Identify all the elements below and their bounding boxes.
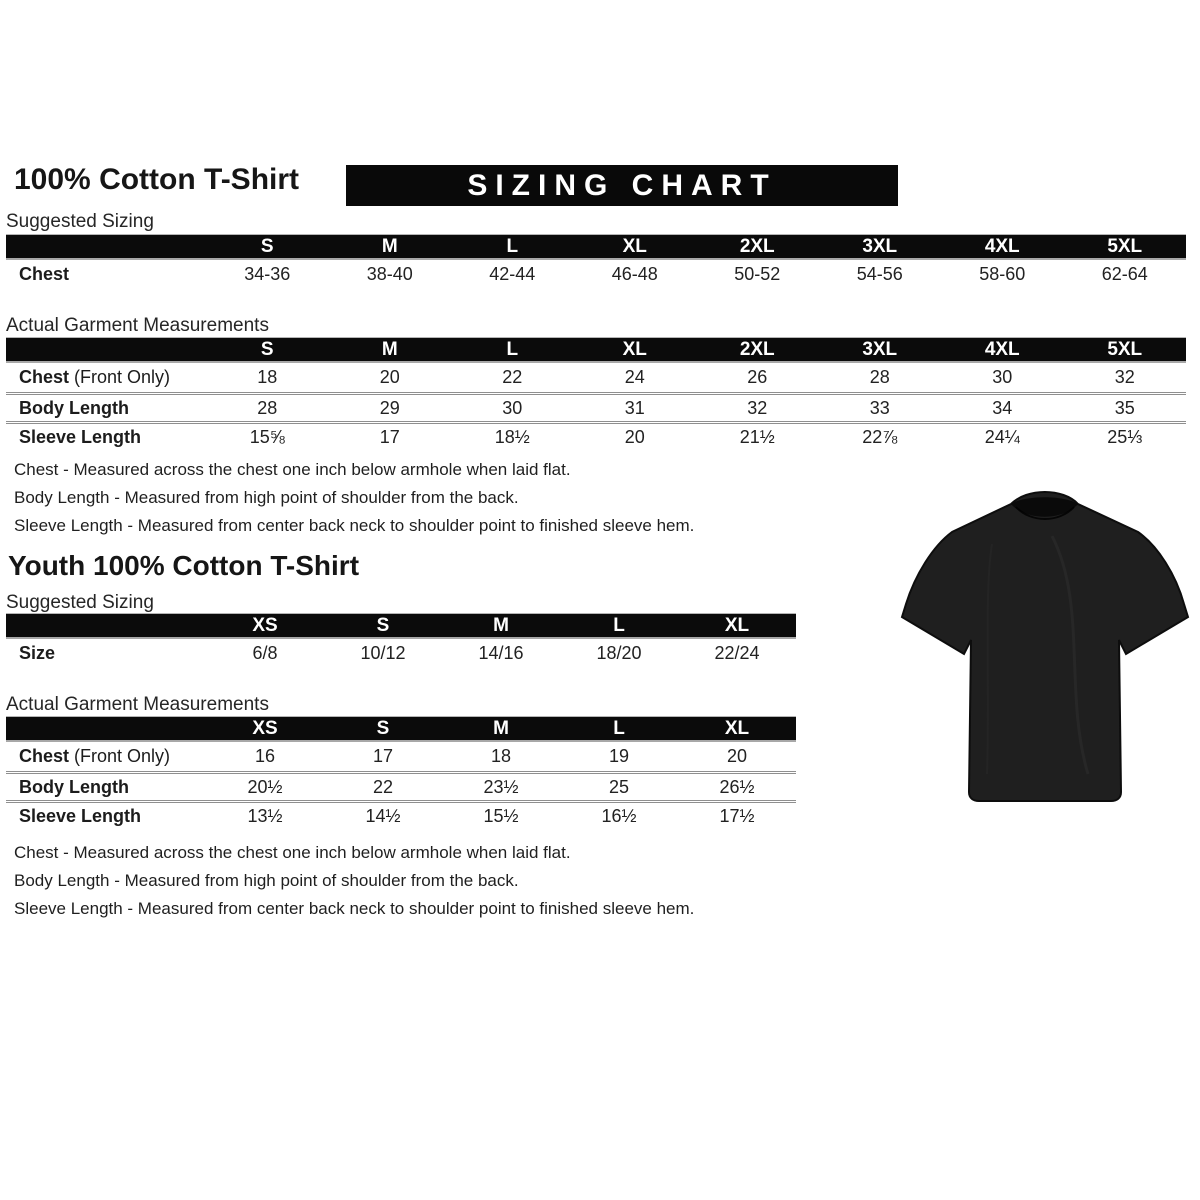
cell-value: 34 [992, 397, 1013, 418]
column-header: S [260, 236, 274, 257]
column-header: M [493, 718, 509, 739]
page-title: 100% Cotton T-Shirt [14, 163, 300, 196]
cell-value: 15½ [483, 805, 519, 826]
cell-value: 16½ [601, 805, 637, 826]
table-row [6, 363, 1186, 392]
cell-value: 32 [747, 397, 768, 418]
adult-suggested-sizing-table [6, 234, 1186, 289]
column-header: 5XL [1107, 236, 1143, 257]
table-row [6, 742, 796, 771]
youth-suggested-sizing-table [6, 613, 796, 668]
cell-value: 6/8 [252, 643, 278, 663]
table-row [6, 771, 796, 800]
cell-value: 20 [726, 746, 748, 766]
note-chest: Chest - Measured across the chest one inch below armhole when laid flat. [14, 843, 571, 862]
column-header: S [376, 718, 390, 739]
column-header: XS [252, 615, 278, 636]
cell-value: 17 [379, 426, 400, 447]
cell-value: 18½ [494, 426, 530, 447]
table-header-row [6, 716, 796, 742]
cell-value: 42-44 [489, 264, 536, 284]
cell-value: 28 [257, 397, 278, 418]
table-row [6, 421, 1186, 450]
cell-value: 18/20 [596, 643, 642, 663]
cell-value: 22/24 [714, 643, 760, 663]
column-header: M [493, 615, 509, 636]
cell-value: 35 [1114, 397, 1135, 418]
row-label: Body Length [19, 776, 129, 797]
cell-value: 25 [608, 776, 630, 797]
row-label: Chest (Front Only) [19, 367, 171, 387]
cell-value: 25⅓ [1107, 426, 1143, 447]
adult-actual-measurements-label: Actual Garment Measurements [6, 315, 269, 336]
table-row [6, 392, 1186, 421]
table-row [6, 800, 796, 829]
cell-value: 33 [869, 397, 890, 418]
cell-value: 20 [379, 367, 400, 387]
cell-value: 58-60 [979, 264, 1026, 284]
cell-value: 24¼ [984, 426, 1020, 447]
cell-value: 10/12 [360, 643, 406, 663]
cell-value: 62-64 [1101, 264, 1148, 284]
cell-value: 18 [257, 367, 278, 387]
column-header: L [613, 615, 625, 636]
cell-value: 29 [379, 397, 400, 418]
cell-value: 17 [372, 746, 394, 766]
cell-value: 16 [254, 746, 276, 766]
adult-measurement-notes [14, 461, 814, 545]
column-header: S [376, 615, 390, 636]
row-label: Sleeve Length [19, 426, 142, 447]
column-header: M [381, 236, 398, 257]
column-header: XL [622, 236, 647, 257]
cell-value: 20 [624, 426, 645, 447]
column-header: 2XL [739, 339, 775, 360]
cell-value: 19 [608, 746, 630, 766]
row-label: Body Length [19, 397, 129, 418]
cell-value: 30 [502, 397, 523, 418]
cell-value: 50-52 [734, 264, 781, 284]
cell-value: 13½ [247, 805, 283, 826]
table-header-row [6, 234, 1186, 260]
column-header: S [260, 339, 274, 360]
youth-suggested-sizing-label: Suggested Sizing [6, 592, 154, 613]
cell-value: 22 [372, 776, 394, 797]
cell-value: 38-40 [366, 264, 413, 284]
table-header-row [6, 337, 1186, 363]
cell-value: 54-56 [856, 264, 903, 284]
row-label: Chest [19, 264, 70, 284]
table-header-row [6, 613, 796, 639]
cell-value: 26 [747, 367, 768, 387]
cell-value: 21½ [739, 426, 775, 447]
column-header: 3XL [862, 339, 898, 360]
column-header: XL [622, 339, 647, 360]
cell-value: 15⅝ [249, 426, 285, 447]
column-header: L [613, 718, 625, 739]
note-sleeve-length: Sleeve Length - Measured from center back neck to shoulder point to finished sleeve hem. [14, 899, 695, 918]
tshirt-icon [892, 474, 1198, 818]
youth-measurement-notes [14, 844, 814, 928]
table-row [6, 639, 796, 668]
cell-value: 34-36 [244, 264, 291, 284]
row-label: Sleeve Length [19, 805, 142, 826]
column-header: L [506, 339, 519, 360]
youth-actual-measurements-label: Actual Garment Measurements [6, 694, 269, 715]
sizing-chart-banner [346, 165, 898, 206]
cell-value: 30 [992, 367, 1013, 387]
black-tshirt-image [892, 474, 1198, 818]
row-label: Size [19, 643, 56, 663]
youth-actual-measurements-table [6, 716, 796, 829]
youth-title: Youth 100% Cotton T-Shirt [8, 550, 360, 581]
column-header: L [506, 236, 519, 257]
column-header: XL [724, 718, 750, 739]
adult-actual-measurements-table [6, 337, 1186, 450]
cell-value: 18 [490, 746, 512, 766]
column-header: XS [252, 718, 278, 739]
note-body-length: Body Length - Measured from high point of shoulder from the back. [14, 871, 519, 890]
cell-value: 28 [869, 367, 890, 387]
cell-value: 32 [1114, 367, 1135, 387]
column-header: 2XL [739, 236, 775, 257]
cell-value: 46-48 [611, 264, 658, 284]
cell-value: 26½ [719, 776, 755, 797]
cell-value: 20½ [247, 776, 283, 797]
note-sleeve-length: Sleeve Length - Measured from center back neck to shoulder point to finished sleeve hem. [14, 516, 695, 535]
column-header: XL [724, 615, 750, 636]
row-label: Chest (Front Only) [19, 746, 171, 766]
adult-suggested-sizing-label: Suggested Sizing [6, 211, 154, 232]
cell-value: 22⅞ [862, 426, 898, 447]
cell-value: 24 [624, 367, 645, 387]
column-header: 4XL [984, 236, 1020, 257]
column-header: M [381, 339, 398, 360]
cell-value: 14/16 [478, 643, 524, 663]
cell-value: 17½ [719, 805, 755, 826]
column-header: 3XL [862, 236, 898, 257]
note-body-length: Body Length - Measured from high point of shoulder from the back. [14, 488, 519, 507]
table-row [6, 260, 1186, 289]
cell-value: 31 [624, 397, 645, 418]
note-chest: Chest - Measured across the chest one inch below armhole when laid flat. [14, 460, 571, 479]
cell-value: 23½ [483, 776, 519, 797]
cell-value: 14½ [365, 805, 401, 826]
column-header: 5XL [1107, 339, 1143, 360]
sizing-chart-banner-text: SIZING CHART [467, 168, 777, 202]
column-header: 4XL [984, 339, 1020, 360]
cell-value: 22 [502, 367, 523, 387]
